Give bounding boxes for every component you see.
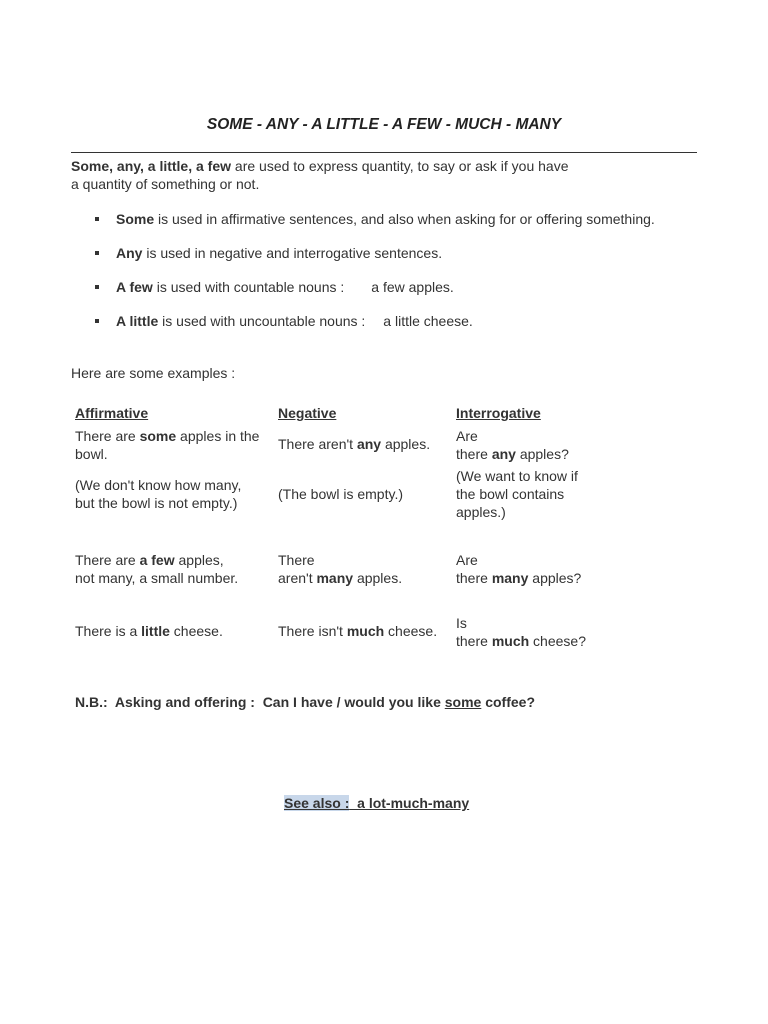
- bullet-example: a little cheese.: [383, 313, 473, 329]
- table-cell-interrogative: Is there much cheese?: [456, 615, 586, 649]
- bullet-term: A few: [116, 279, 153, 295]
- column-header-negative: Negative: [278, 405, 337, 421]
- table-cell-interrogative: Are there any apples?: [456, 428, 569, 462]
- table-cell-affirmative: There are a few apples, not many, a small number.: [75, 552, 239, 586]
- table-cell-affirmative: There is a little cheese.: [75, 623, 223, 639]
- bullet-text: is used in affirmative sentences, and also when asking for or offering something.: [154, 211, 655, 227]
- column-header-interrogative: Interrogative: [456, 405, 541, 421]
- table-cell-negative: There aren't any apples.: [278, 436, 431, 452]
- table-cell-interrogative: (We want to know if the bowl contains apples.): [456, 468, 578, 520]
- column-header-affirmative: Affirmative: [75, 405, 149, 421]
- bullet-item-some: [92, 210, 655, 228]
- bullet-term: Any: [116, 245, 143, 261]
- intro-text-line1: are used to express quantity, to say or ask if you have: [231, 158, 569, 174]
- bullet-term: A little: [116, 313, 159, 329]
- bullet-text: is used with countable nouns :: [152, 279, 345, 295]
- bullet-item-a-few: [92, 278, 655, 296]
- square-bullet-icon: [95, 285, 99, 289]
- table-cell-affirmative: (We don't know how many, but the bowl is not empty.): [75, 477, 242, 511]
- bullet-text: is used in negative and interrogative sentences.: [142, 245, 443, 261]
- see-also-target[interactable]: a lot-much-many: [349, 795, 470, 811]
- bullet-text: is used with uncountable nouns :: [158, 313, 366, 329]
- table-cell-negative: There aren't many apples.: [278, 552, 403, 586]
- intro-text-line2: a quantity of something or not.: [71, 176, 260, 192]
- see-also-label: See also :: [284, 795, 350, 811]
- bullet-item-any: [92, 244, 655, 262]
- page-title: SOME - ANY - A LITTLE - A FEW - MUCH - MANY: [206, 116, 562, 133]
- table-cell-negative: (The bowl is empty.): [278, 486, 403, 502]
- bullet-item-a-little: [92, 312, 655, 330]
- square-bullet-icon: [95, 319, 99, 323]
- square-bullet-icon: [95, 217, 99, 221]
- nb-underlined-word: some: [444, 694, 482, 710]
- bullet-example: a few apples.: [371, 279, 454, 295]
- square-bullet-icon: [95, 251, 99, 255]
- table-cell-affirmative: There are some apples in the bowl.: [75, 428, 260, 462]
- examples-heading: Here are some examples :: [71, 365, 236, 381]
- usage-bullet-list: [92, 210, 655, 346]
- bullet-term: Some: [116, 211, 155, 227]
- table-cell-interrogative: Are there many apples?: [456, 552, 582, 586]
- table-cell-negative: There isn't much cheese.: [278, 623, 438, 639]
- intro-paragraph: [71, 157, 691, 193]
- title-divider: [71, 152, 697, 153]
- nota-bene-note: N.B.: Asking and offering : Can I have / would you like some coffee?: [75, 694, 536, 710]
- see-also-link[interactable]: [284, 795, 469, 811]
- intro-bold-terms: Some, any, a little, a few: [71, 158, 232, 174]
